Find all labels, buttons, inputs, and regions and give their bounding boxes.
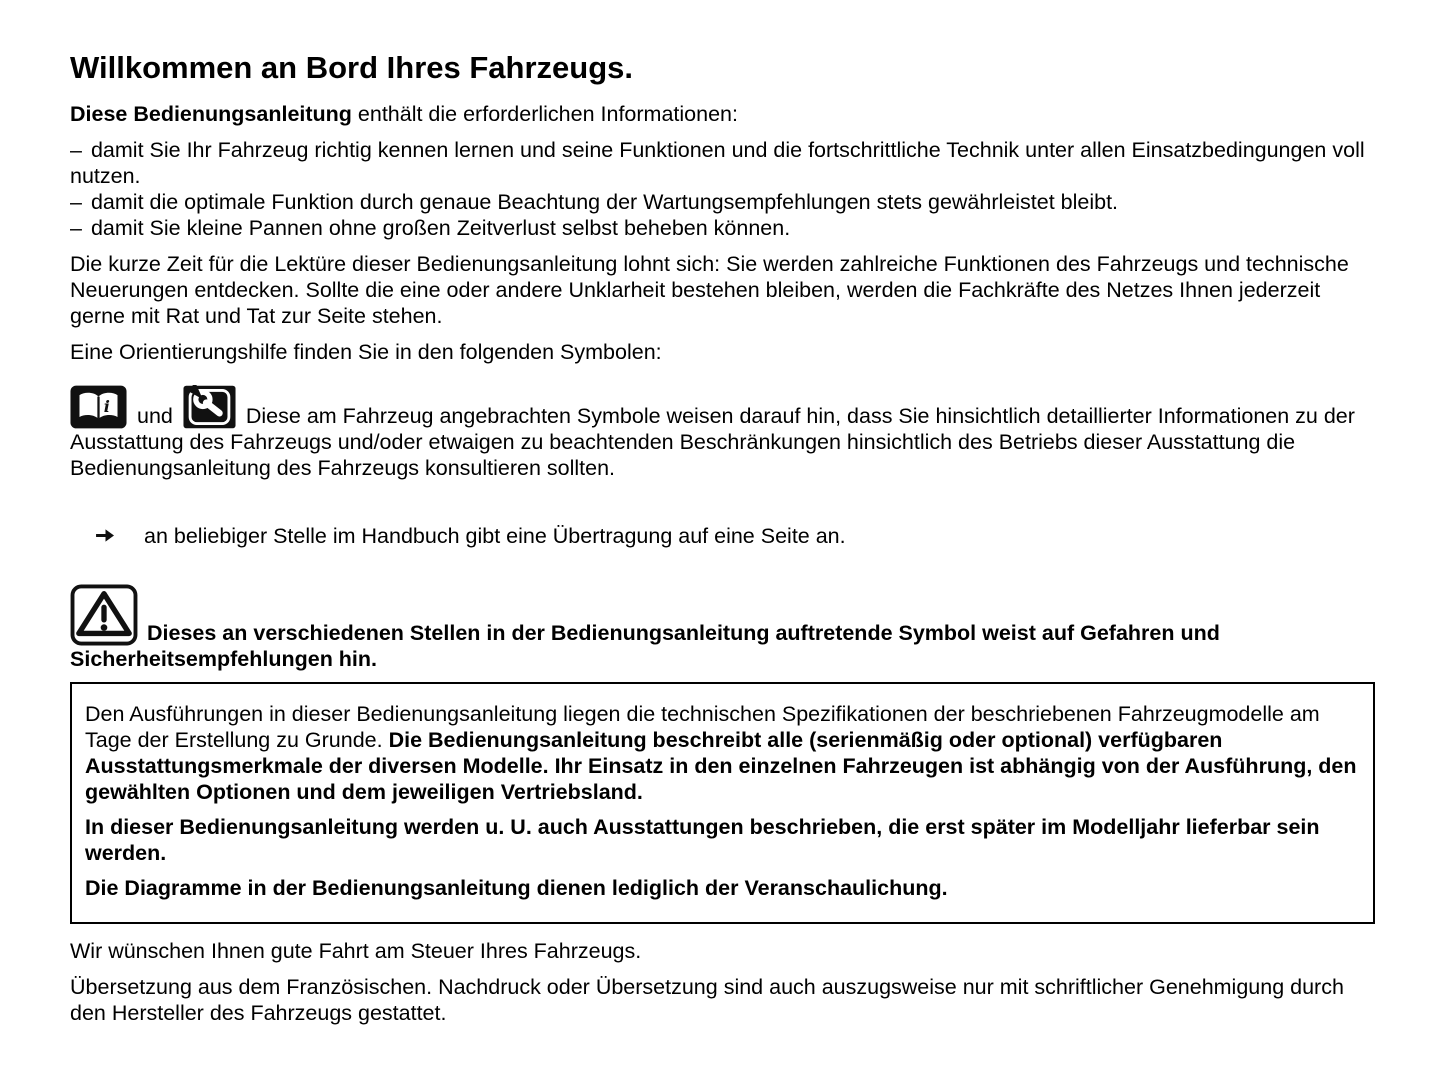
symbols-paragraph <box>70 385 1375 481</box>
notice-paragraph-1 <box>85 701 1360 805</box>
dash-marker: – <box>70 138 82 162</box>
page-reference-note <box>70 523 1375 550</box>
list-item-text: damit die optimale Funktion durch genaue Beachtung der Wartungsempfehlungen stets gewährleistet bleibt. <box>90 190 1119 214</box>
list-item <box>70 215 1375 241</box>
lecture-paragraph: Die kurze Zeit für die Lektüre dieser Bedienungsanleitung lohnt sich: Sie werden zahlreiche Funktionen des Fahrzeugs und technische Neuerungen entdecken. Sollte die eine oder andere Unklarheit bestehen bleiben, werden die Fachkräfte des Netzes Ihnen jederzeit gerne mit Rat und Tat zur Seite stehen. <box>70 252 1349 328</box>
notice-p1-normal: Den Ausführungen in dieser Bedienungsanleitung liegen die technischen Spezifikationen der beschriebenen Fahrzeugmodelle am Tage der Erstellung zu Grunde. <box>85 702 1320 752</box>
intro-bold-text: Diese Bedienungsanleitung <box>70 102 352 126</box>
list-item <box>70 137 1375 189</box>
intro-rest-text: enthält die erforderlichen Informationen: <box>351 102 738 126</box>
orientation-paragraph: Eine Orientierungshilfe finden Sie in den folgenden Symbolen: <box>70 340 662 364</box>
purpose-list <box>70 137 1375 241</box>
warning-triangle-icon <box>70 584 138 646</box>
owners-manual-book-icon <box>70 385 127 429</box>
notice-p2-text: In dieser Bedienungsanleitung werden u. U. auch Ausstattungen beschrieben, die erst später im Modelljahr lieferbar sein werden. <box>85 815 1320 865</box>
svg-text:i: i <box>103 397 110 417</box>
list-item <box>70 189 1375 215</box>
warning-paragraph <box>70 584 1375 672</box>
dash-marker: – <box>70 216 82 240</box>
warning-text: Dieses an verschiedenen Stellen in der Bedienungsanleitung auftretende Symbol weist auf Gefahren und Sicherheitsempfehlungen hin. <box>70 621 1220 671</box>
notice-p3-text: Die Diagramme in der Bedienungsanleitung dienen lediglich der Veranschaulichung. <box>85 876 948 900</box>
notice-p1-bold: Die Bedienungsanleitung beschreibt alle (serienmäßig oder optional) verfügbaren Ausstattungsmerkmale der diversen Modelle. Ihr Einsatz in den einzelnen Fahrzeugen ist abhängig von der Ausführung, den gewählten Optionen und dem jeweiligen Vertriebsland. <box>85 728 1357 804</box>
workshop-wrench-icon <box>183 385 236 429</box>
list-item-text: damit Sie Ihr Fahrzeug richtig kennen lernen und seine Funktionen und die fortschrittliche Technik unter allen Einsatzbedingungen voll nutzen. <box>70 138 1365 188</box>
page-reference-text: an beliebiger Stelle im Handbuch gibt eine Übertragung auf eine Seite an. <box>144 524 846 548</box>
right-arrow-icon <box>95 524 116 550</box>
intro-paragraph <box>70 101 1375 127</box>
symbols-text: Diese am Fahrzeug angebrachten Symbole weisen darauf hin, dass Sie hinsichtlich detaillierter Informationen zu der Ausstattung des Fahrzeugs und/oder etwaigen zu beachtenden Beschränkungen hinsichtlich des Betriebs dieser Ausstattung die Bedienungsanleitung des Fahrzeugs konsultieren sollten. <box>70 404 1355 480</box>
notice-paragraph-3 <box>85 875 1360 901</box>
symbols-connector-text: und <box>137 404 173 428</box>
closing-paragraph: Wir wünschen Ihnen gute Fahrt am Steuer Ihres Fahrzeugs. <box>70 939 642 963</box>
copyright-paragraph: Übersetzung aus dem Französischen. Nachdruck oder Übersetzung sind auch auszugsweise nur mit schriftlicher Genehmigung durch den Hersteller des Fahrzeugs gestattet. <box>70 975 1344 1025</box>
notice-box <box>70 682 1375 924</box>
list-item-text: damit Sie kleine Pannen ohne großen Zeitverlust selbst beheben können. <box>90 216 791 240</box>
page-title: Willkommen an Bord Ihres Fahrzeugs. <box>70 50 633 85</box>
notice-paragraph-2 <box>85 814 1360 866</box>
dash-marker: – <box>70 190 82 214</box>
